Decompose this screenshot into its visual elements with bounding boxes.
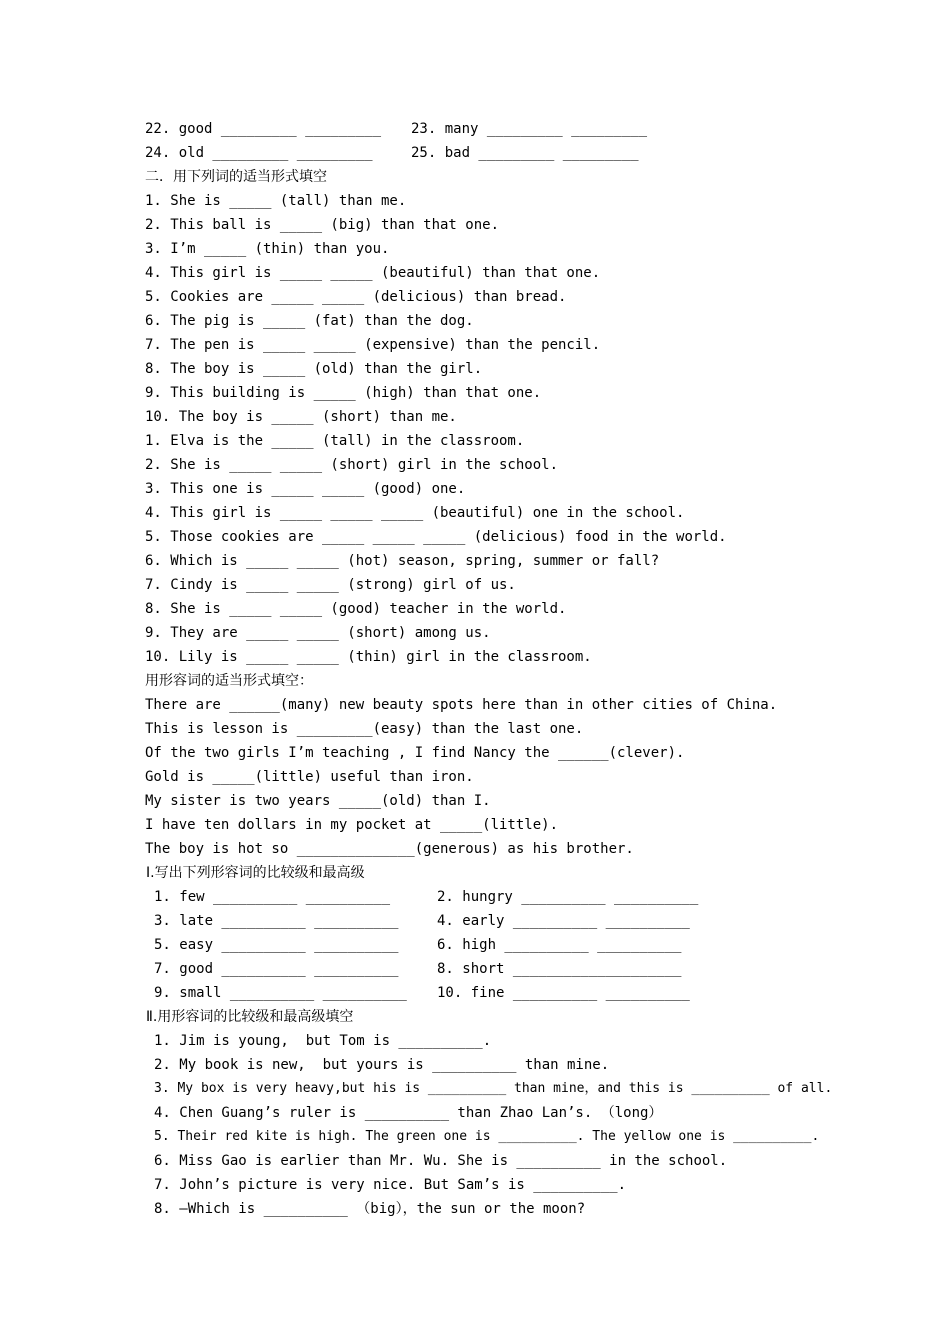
exercise-item: 10. fine __________ __________	[437, 985, 690, 1001]
exercise-item: 6. Miss Gao is earlier than Mr. Wu. She is __________ in the school.	[154, 1153, 728, 1169]
exercise-item: 5. Their red kite is high. The green one is __________. The yellow one is __________.	[154, 1129, 820, 1144]
exercise-item: My sister is two years _____(old) than I.	[145, 793, 491, 809]
exercise-item: 2. This ball is _____ (big) than that one.	[145, 217, 500, 233]
exercise-item: 9. They are _____ _____ (short) among us.	[145, 625, 491, 641]
exercise-item: 2. hungry __________ __________	[437, 889, 699, 905]
exercise-item: 9. small __________ __________	[154, 985, 407, 1001]
exercise-item: 3. I’m _____ (thin) than you.	[145, 241, 390, 257]
exercise-item: 4. Chen Guang’s ruler is __________ than Zhao Lan’s. （long）	[154, 1105, 663, 1121]
exercise-item: 5. easy __________ __________	[154, 937, 399, 953]
exercise-item: 8. short ____________________	[437, 961, 682, 977]
exercise-item: 8. —Which is __________ （big），the sun or the moon?	[154, 1201, 586, 1217]
exercise-item: 10. The boy is _____ (short) than me.	[145, 409, 457, 425]
section-heading: 二．用下列词的适当形式填空	[145, 169, 327, 185]
exercise-item: 6. The pig is _____ (fat) than the dog.	[145, 313, 474, 329]
exercise-item: 6. high __________ __________	[437, 937, 682, 953]
exercise-item: 8. She is _____ _____ (good) teacher in the world.	[145, 601, 567, 617]
exercise-item: There are ______(many) new beauty spots here than in other cities of China.	[145, 697, 778, 713]
exercise-item: 7. John’s picture is very nice. But Sam’s is __________.	[154, 1177, 627, 1193]
exercise-item: I have ten dollars in my pocket at _____(little).	[145, 817, 559, 833]
exercise-item: Gold is _____(little) useful than iron.	[145, 769, 474, 785]
exercise-item: 3. This one is _____ _____ (good) one.	[145, 481, 466, 497]
section-heading: 用形容词的适当形式填空：	[145, 673, 313, 689]
section-heading: Ⅰ.写出下列形容词的比较级和最高级	[146, 865, 365, 881]
exercise-item: 5. Cookies are _____ _____ (delicious) than bread.	[145, 289, 567, 305]
exercise-item: 7. Cindy is _____ _____ (strong) girl of us.	[145, 577, 516, 593]
exercise-item: 10. Lily is _____ _____ (thin) girl in the classroom.	[145, 649, 592, 665]
exercise-item: 9. This building is _____ (high) than that one.	[145, 385, 542, 401]
exercise-item: 2. My book is new, but yours is __________ than mine.	[154, 1057, 610, 1073]
exercise-item: 7. The pen is _____ _____ (expensive) than the pencil.	[145, 337, 601, 353]
exercise-item: 7. good __________ __________	[154, 961, 399, 977]
exercise-item: 3. My box is very heavy,but his is __________ than mine，and this is __________ of all.	[154, 1081, 833, 1096]
exercise-item: 1. Elva is the _____ (tall) in the classroom.	[145, 433, 525, 449]
exercise-item: 5. Those cookies are _____ _____ _____ (delicious) food in the world.	[145, 529, 727, 545]
exercise-item: The boy is hot so ______________(generous) as his brother.	[145, 841, 634, 857]
exercise-item: This is lesson is _________(easy) than the last one.	[145, 721, 584, 737]
exercise-item: 4. This girl is _____ _____ (beautiful) than that one.	[145, 265, 601, 281]
exercise-item: Of the two girls I’m teaching , I find Nancy the ______(clever).	[145, 745, 685, 761]
exercise-item-22: 22. good _________ _________	[145, 121, 382, 137]
section-heading: Ⅱ.用形容词的比较级和最高级填空	[146, 1009, 354, 1025]
exercise-item: 1. few __________ __________	[154, 889, 391, 905]
exercise-item: 3. late __________ __________	[154, 913, 399, 929]
exercise-item: 4. This girl is _____ _____ _____ (beautiful) one in the school.	[145, 505, 685, 521]
exercise-item: 8. The boy is _____ (old) than the girl.	[145, 361, 483, 377]
exercise-item: 2. She is _____ _____ (short) girl in the school.	[145, 457, 559, 473]
exercise-item: 1. Jim is young, but Tom is __________.	[154, 1033, 492, 1049]
exercise-item-23: 23. many _________ _________	[411, 121, 648, 137]
exercise-item: 4. early __________ __________	[437, 913, 690, 929]
exercise-item: 6. Which is _____ _____ (hot) season, spring, summer or fall?	[145, 553, 660, 569]
exercise-item-24: 24. old _________ _________	[145, 145, 373, 161]
exercise-item: 1. She is _____ (tall) than me.	[145, 193, 407, 209]
exercise-item-25: 25. bad _________ _________	[411, 145, 639, 161]
